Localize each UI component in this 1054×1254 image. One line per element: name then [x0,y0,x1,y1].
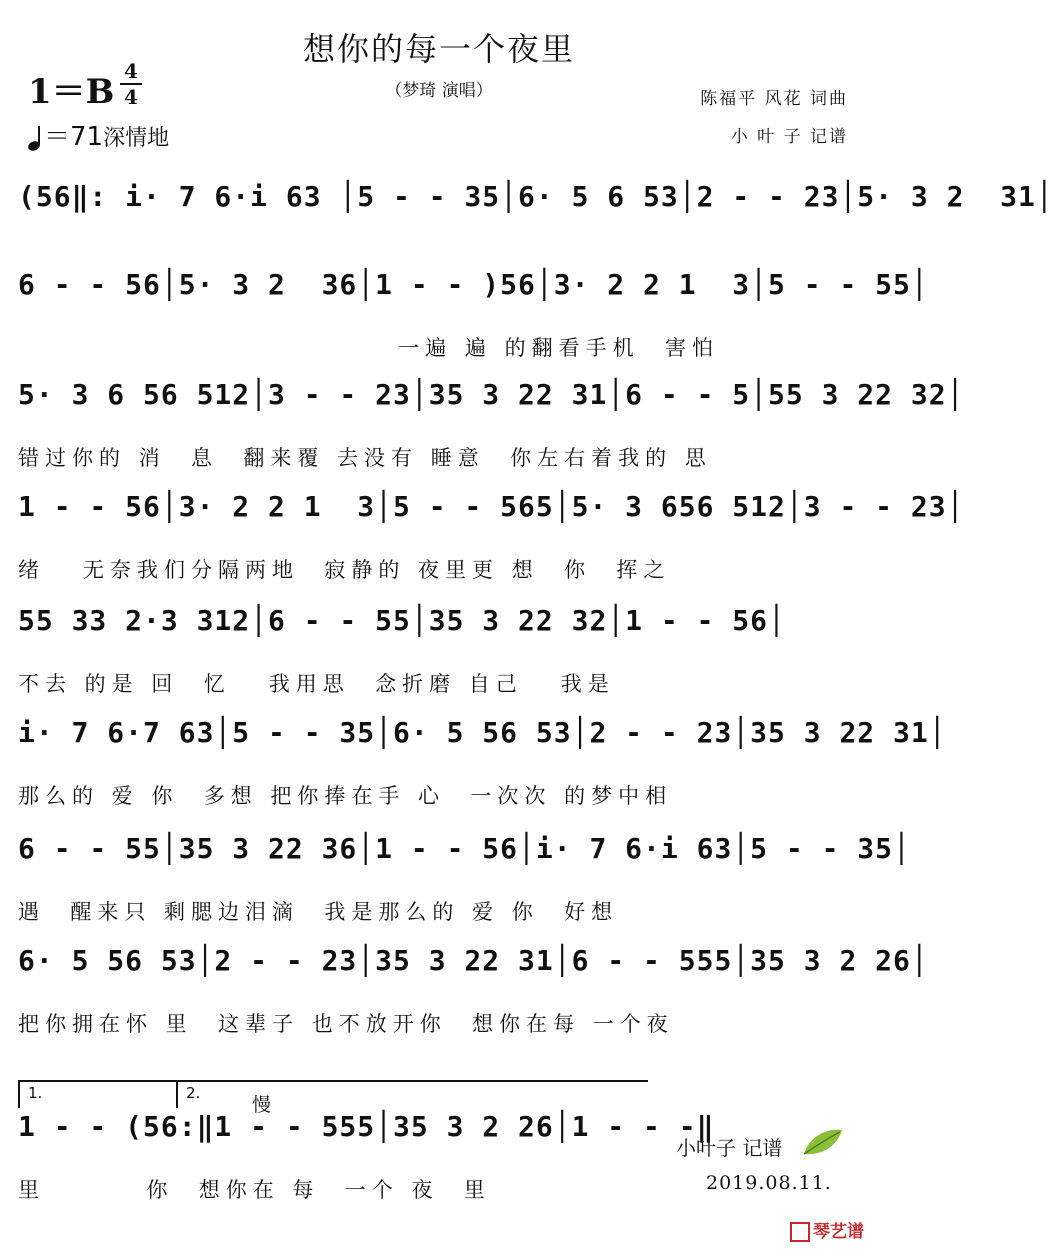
quarter-note-icon [28,124,44,152]
lyric-line: 把你拥在怀 里 这辈子 也不放开你 想你在每 一个夜 [18,1012,674,1036]
lyric-line: 绪 无奈我们分隔两地 寂静的 夜里更 想 你 挥之 [18,558,671,582]
notation-line: 5· 3 6 56 512│3 - - 23│35 3 22 31│6 - - 5│55 3 22 32│ [18,378,965,411]
lyric-line: 那么的 爱 你 多想 把你捧在手 心 一次次 的梦中相 [18,784,673,808]
tempo [28,116,169,153]
lyric-line: 遇 醒来只 剩腮边泪滴 我是那么的 爱 你 好想 [18,900,619,924]
time-top: 4 [124,59,138,83]
singer-credit: （梦琦 演唱） [385,81,493,101]
credits [700,80,848,156]
lyric-line: 不去 的是 回 忆 我用思 念折磨 自己 我是 [18,672,615,696]
lyric-line: 错过你的 消 息 翻来覆 去没有 睡意 你左右着我的 思 [18,446,712,470]
notation-line: 6 - - 56│5· 3 2 36│1 - - )56│3· 2 2 1 3│5 - - 55│ [18,268,929,301]
notation-line: 6· 5 56 53│2 - - 23│35 3 22 31│6 - - 555│35 3 2 26│ [18,944,929,977]
time-signature [118,60,144,108]
time-bottom: 4 [124,85,138,109]
lyric-line: 里 你 想你在 每 一个 夜 里 [18,1178,491,1202]
notation-line: 1 - - 56│3· 2 2 1 3│5 - - 565│5· 3 656 512│3 - - 23│ [18,490,965,523]
site-brand[interactable] [790,1217,864,1242]
notation-line: (56‖: i· 7 6·i 63 │5 - - 35│6· 5 6 53│2 - - 23│5· 3 2 31│ [18,180,1054,213]
first-ending: 1. [18,1080,176,1108]
notation-line: 6 - - 55│35 3 22 36│1 - - 56│i· 7 6·i 63│5 - - 35│ [18,832,911,865]
slow-mark: 慢 [252,1094,272,1116]
brand-logo-icon [790,1222,810,1242]
key-signature: 1＝B [28,72,115,112]
tempo-value: ＝71 [44,122,104,152]
lyric-line: 一遍 遍 的翻看手机 害怕 [18,336,719,360]
tempo-mood: 深情地 [103,126,170,151]
song-title: 想你的每一个夜里 [302,30,575,68]
notation-line: 55 33 2·3 312│6 - - 55│35 3 22 32│1 - - 56│ [18,604,786,637]
transcriber-signoff: 小叶子 记谱 [676,1136,783,1160]
second-ending: 2. [176,1080,648,1108]
notation-line: i· 7 6·7 63│5 - - 35│6· 5 56 53│2 - - 23│35 3 22 31│ [18,716,947,749]
notation-line: 1 - - (56:‖1 - - 555│35 3 2 26│1 - - -‖ [18,1110,715,1143]
lyricist-composer: 陈福平 风花 词曲 [700,89,848,109]
leaf-icon [800,1124,846,1160]
transcription-date: 2019.08.11. [706,1172,832,1194]
transcriber: 小 叶 子 记谱 [730,127,848,147]
brand-name: 琴艺谱 [813,1222,864,1242]
